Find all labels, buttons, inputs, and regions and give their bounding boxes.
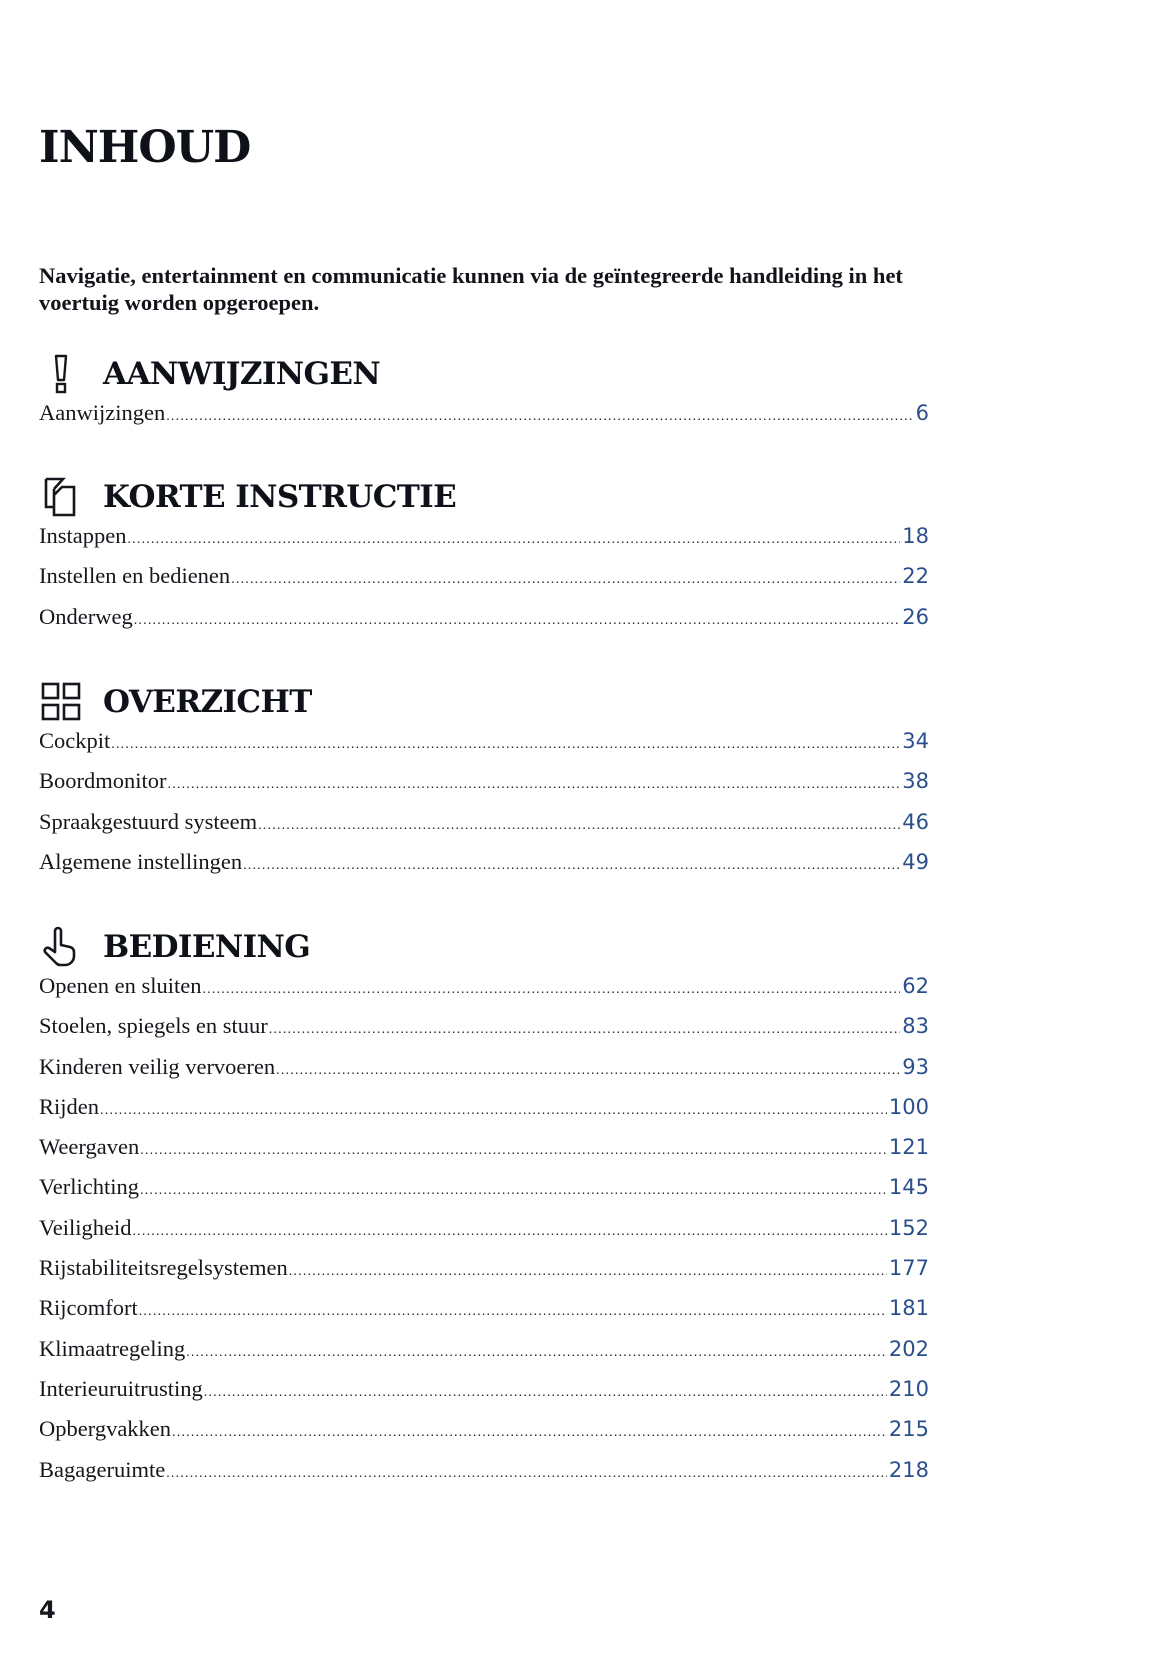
entry-page-number: 49 <box>902 849 929 874</box>
dot-leader <box>166 1466 887 1482</box>
entry-label: Bagageruimte <box>39 1456 166 1482</box>
page-title: INHOUD <box>39 122 251 173</box>
grid-icon <box>39 680 83 724</box>
dot-leader <box>140 1183 887 1199</box>
entry-label: Stoelen, spiegels en stuur <box>39 1013 268 1039</box>
entry-label: Aanwijzingen <box>39 400 166 425</box>
section-heading <box>39 475 929 519</box>
toc-entry[interactable] <box>39 1255 929 1295</box>
dot-leader <box>289 1264 887 1280</box>
toc-entry[interactable] <box>39 728 929 768</box>
toc-entry[interactable] <box>39 809 929 849</box>
toc-entry[interactable] <box>39 1174 929 1214</box>
dot-leader <box>276 1063 900 1079</box>
entry-page-number: 145 <box>888 1175 929 1200</box>
entry-label: Rijden <box>39 1093 99 1119</box>
entry-label: Boordmonitor <box>39 768 167 794</box>
entry-page-number: 83 <box>902 1014 929 1039</box>
entry-page-number: 46 <box>902 809 929 834</box>
entry-page-number: 93 <box>902 1054 929 1079</box>
toc-entry[interactable] <box>39 1134 929 1174</box>
section-title: KORTE INSTRUCTIE <box>103 478 457 515</box>
section-aanwijzingen <box>39 352 929 440</box>
entry-label: Opbergvakken <box>39 1416 172 1442</box>
dot-leader <box>258 818 900 834</box>
entry-page-number: 202 <box>888 1336 929 1361</box>
entry-page-number: 6 <box>915 401 929 425</box>
section-overzicht <box>39 680 929 889</box>
entry-page-number: 181 <box>888 1296 929 1321</box>
dot-leader <box>202 982 900 998</box>
entry-label: Instappen <box>39 523 127 548</box>
section-title: OVERZICHT <box>103 683 312 720</box>
dot-leader <box>168 777 901 793</box>
toc-entry[interactable] <box>39 1336 929 1376</box>
toc-entry[interactable] <box>39 1457 929 1497</box>
entry-page-number: 22 <box>902 564 929 589</box>
entry-label: Interieuruitrusting <box>39 1375 203 1401</box>
entry-label: Weergaven <box>39 1134 140 1160</box>
page-number: 4 <box>39 1596 56 1624</box>
toc-entry[interactable] <box>39 1416 929 1456</box>
entry-label: Spraakgestuurd systeem <box>39 808 258 834</box>
entry-page-number: 34 <box>902 729 929 753</box>
entry-label: Rijcomfort <box>39 1295 138 1321</box>
entry-label: Rijstabiliteitsregelsystemen <box>39 1255 288 1281</box>
entry-list <box>39 523 929 644</box>
toc-entry[interactable] <box>39 523 929 563</box>
entry-label: Onderweg <box>39 603 133 629</box>
toc-entry[interactable] <box>39 400 929 440</box>
dot-leader <box>100 1103 887 1119</box>
section-heading <box>39 925 929 969</box>
entry-page-number: 121 <box>888 1135 929 1160</box>
entry-page-number: 26 <box>902 604 929 629</box>
entry-label: Instellen en bedienen <box>39 563 231 589</box>
documents-icon <box>39 475 83 519</box>
dot-leader <box>139 1304 887 1320</box>
toc-entry[interactable] <box>39 1376 929 1416</box>
entry-page-number: 62 <box>902 974 929 998</box>
toc-entry[interactable] <box>39 1054 929 1094</box>
entry-label: Algemene instellingen <box>39 848 243 874</box>
dot-leader <box>269 1022 901 1038</box>
toc-entry[interactable] <box>39 849 929 889</box>
entry-label: Openen en sluiten <box>39 973 202 998</box>
toc-entry[interactable] <box>39 1295 929 1335</box>
toc-entry[interactable] <box>39 1215 929 1255</box>
toc-entry[interactable] <box>39 1094 929 1134</box>
dot-leader <box>166 409 913 425</box>
toc-entry[interactable] <box>39 973 929 1013</box>
toc-entry[interactable] <box>39 768 929 808</box>
toc-entry[interactable] <box>39 1013 929 1053</box>
entry-page-number: 18 <box>902 524 929 548</box>
dot-leader <box>127 532 900 548</box>
entry-list <box>39 973 929 1497</box>
entry-list <box>39 400 929 440</box>
toc-entry[interactable] <box>39 563 929 603</box>
entry-page-number: 218 <box>888 1457 929 1482</box>
intro-text: Navigatie, entertainment en communicatie kunnen via de geïntegreerde handleiding in het voertuig worden opgeroepen. <box>39 263 903 315</box>
entry-label: Verlichting <box>39 1174 139 1200</box>
dot-leader <box>140 1143 887 1159</box>
section-title: BEDIENING <box>103 928 311 965</box>
section-korte-instructie <box>39 475 929 644</box>
entry-page-number: 100 <box>888 1094 929 1119</box>
dot-leader <box>111 737 900 753</box>
toc-entry[interactable] <box>39 604 929 644</box>
entry-label: Veiligheid <box>39 1214 132 1240</box>
entry-page-number: 38 <box>902 769 929 794</box>
dot-leader <box>231 572 900 588</box>
exclamation-icon <box>39 352 83 396</box>
section-heading <box>39 352 929 396</box>
section-title: AANWIJZINGEN <box>103 355 381 392</box>
entry-list <box>39 728 929 889</box>
entry-page-number: 210 <box>888 1376 929 1401</box>
entry-label: Kinderen veilig vervoeren <box>39 1053 276 1079</box>
dot-leader <box>172 1425 887 1441</box>
entry-page-number: 177 <box>888 1256 929 1281</box>
dot-leader <box>204 1385 887 1401</box>
entry-label: Cockpit <box>39 728 111 753</box>
entry-label: Klimaatregeling <box>39 1335 186 1361</box>
dot-leader <box>243 858 900 874</box>
hand-pointer-icon <box>39 925 83 969</box>
section-heading <box>39 680 929 724</box>
dot-leader <box>186 1345 887 1361</box>
entry-page-number: 215 <box>888 1417 929 1442</box>
entry-page-number: 152 <box>888 1215 929 1240</box>
dot-leader <box>132 1224 886 1240</box>
dot-leader <box>134 613 901 629</box>
section-bediening <box>39 925 929 1497</box>
